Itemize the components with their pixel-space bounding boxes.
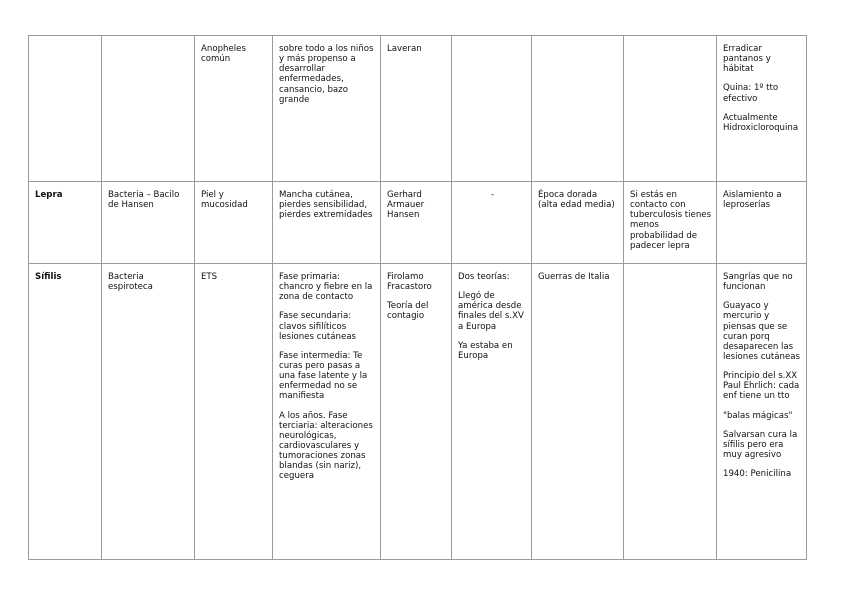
cell-text: "balas mágicas" bbox=[723, 410, 793, 421]
cell-transmission bbox=[195, 182, 273, 264]
cell-text: Teoría del contagio bbox=[387, 301, 429, 322]
table-row-sifilis bbox=[29, 264, 807, 560]
cell-text: Quina: 1º tto efectivo bbox=[723, 83, 779, 104]
cell-notes bbox=[624, 264, 717, 560]
cell-discoverer bbox=[381, 182, 452, 264]
cell-agent bbox=[102, 182, 195, 264]
cell-notes bbox=[624, 36, 717, 182]
cell-text: 1940: Penicilina bbox=[723, 469, 792, 480]
cell-origin bbox=[452, 36, 532, 182]
cell-text: Bacteria – Bacilo de Hansen bbox=[108, 190, 180, 211]
cell-transmission bbox=[195, 264, 273, 560]
cell-text: Anopheles común bbox=[201, 44, 246, 65]
cell-text: Sangrías que no funcionan bbox=[723, 272, 793, 293]
cell-agent bbox=[102, 36, 195, 182]
cell-text: Firolamo Fracastoro bbox=[387, 272, 432, 293]
cell-agent bbox=[102, 264, 195, 560]
cell-text: Aislamiento a leproserías bbox=[723, 190, 782, 211]
cell-text: - bbox=[490, 190, 495, 200]
cell-text: Llegó de américa desde finales del s.XV a Europa bbox=[458, 291, 524, 332]
cell-text: Laveran bbox=[387, 44, 422, 54]
cell-text: A los años. Fase terciaria: alteraciones neurológicas, cardiovasculares y tumoraciones zonas blandas (sin nariz), ceguera bbox=[279, 410, 373, 482]
cell-treatment bbox=[717, 36, 807, 182]
table-row-malaria bbox=[29, 36, 807, 182]
cell-disease bbox=[29, 182, 102, 264]
cell-text: ETS bbox=[201, 272, 218, 282]
cell-symptoms bbox=[273, 36, 381, 182]
cell-treatment bbox=[717, 182, 807, 264]
cell-transmission bbox=[195, 36, 273, 182]
cell-text: Fase intermedia: Te curas pero pasas a una fase latente y la enfermedad no se manifiesta bbox=[279, 350, 368, 402]
cell-origin bbox=[452, 182, 532, 264]
cell-text: Salvarsan cura la sífilis pero era muy agresivo bbox=[723, 429, 798, 460]
cell-discoverer bbox=[381, 264, 452, 560]
cell-notes bbox=[624, 182, 717, 264]
cell-text: Piel y mucosidad bbox=[201, 190, 248, 211]
cell-period bbox=[532, 182, 624, 264]
cell-period bbox=[532, 264, 624, 560]
cell-text: Principio del s.XX Paul Ehrlich: cada enf tiene un tto bbox=[723, 371, 800, 402]
cell-text: Dos teorías: bbox=[458, 272, 510, 282]
cell-text: Guerras de Italia bbox=[538, 272, 610, 282]
cell-origin bbox=[452, 264, 532, 560]
cell-text: Actualmente Hidroxicloroquina bbox=[723, 112, 799, 133]
cell-disease bbox=[29, 36, 102, 182]
cell-text: Fase secundaria: clavos sifilíticos lesiones cutáneas bbox=[279, 311, 357, 342]
cell-period bbox=[532, 36, 624, 182]
cell-treatment bbox=[717, 264, 807, 560]
cell-text: Mancha cutánea, pierdes sensibilidad, pierdes extremidades bbox=[279, 190, 373, 221]
cell-text: Guayaco y mercurio y piensas que se curan porq desaparecen las lesiones cutáneas bbox=[723, 301, 801, 362]
cell-text: Si estás en contacto con tuberculosis tienes menos probabilidad de padecer lepra bbox=[630, 190, 712, 251]
disease-table bbox=[28, 35, 807, 560]
table-row-lepra bbox=[29, 182, 807, 264]
cell-disease bbox=[29, 264, 102, 560]
cell-text: Bacteria espiroteca bbox=[108, 272, 153, 293]
cell-text: Erradicar pantanos y hábitat bbox=[723, 44, 771, 75]
cell-symptoms bbox=[273, 264, 381, 560]
cell-discoverer bbox=[381, 36, 452, 182]
cell-text: Gerhard Armauer Hansen bbox=[387, 190, 425, 221]
cell-text: Ya estaba en Europa bbox=[458, 340, 513, 361]
cell-text: Época dorada (alta edad media) bbox=[538, 190, 615, 211]
disease-name: Lepra bbox=[35, 190, 63, 200]
cell-symptoms bbox=[273, 182, 381, 264]
disease-name: Sífilis bbox=[35, 272, 62, 282]
cell-text: sobre todo a los niños y más propenso a desarrollar enfermedades, cansancio, bazo grande bbox=[279, 44, 374, 105]
cell-text: Fase primaria: chancro y fiebre en la zona de contacto bbox=[279, 272, 373, 303]
